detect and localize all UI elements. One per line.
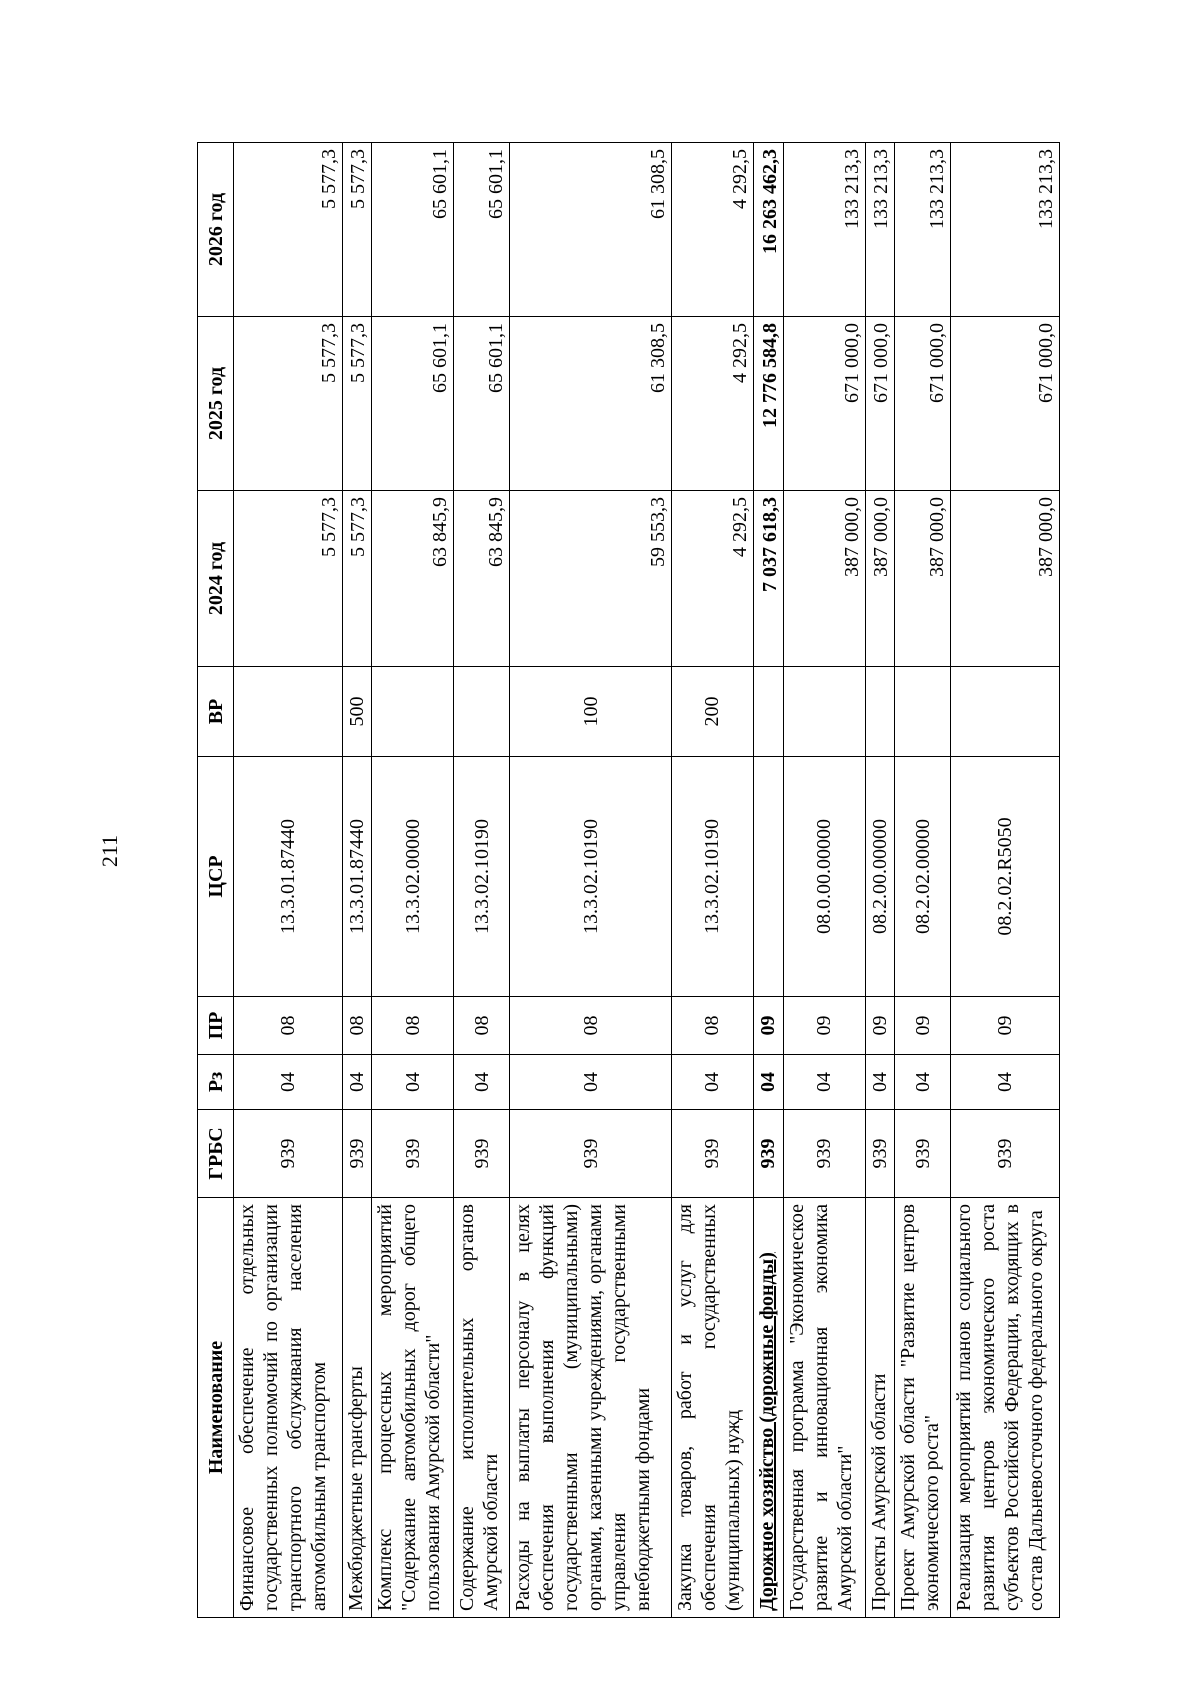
- row-rz: 04: [342, 1055, 372, 1110]
- row-name: Закупка товаров, работ и услуг для обеспечения государственных (муниципальных) нужд: [671, 1198, 753, 1618]
- row-pr: 09: [783, 997, 865, 1055]
- budget-table: [197, 142, 1060, 1618]
- row-vr: [865, 667, 895, 757]
- header-pr: ПР: [198, 997, 234, 1055]
- header-rz: Рз: [198, 1055, 234, 1110]
- row-csr: 08.0.00.00000: [783, 757, 865, 997]
- row-grbs: 939: [510, 1110, 671, 1198]
- row-rz: 04: [454, 1055, 510, 1110]
- row-2025: 12 776 584,8: [753, 317, 783, 491]
- row-rz: 04: [671, 1055, 753, 1110]
- row-2025: 671 000,0: [951, 317, 1060, 491]
- row-2025: 671 000,0: [895, 317, 951, 491]
- row-grbs: 939: [372, 1110, 454, 1198]
- table-row: [671, 143, 753, 1618]
- row-name: Дорожное хозяйство (дорожные фонды): [753, 1198, 783, 1618]
- row-2024: 387 000,0: [783, 491, 865, 667]
- row-vr: [951, 667, 1060, 757]
- table-row: [783, 143, 865, 1618]
- row-pr: 08: [454, 997, 510, 1055]
- row-vr: [454, 667, 510, 757]
- row-2026: 133 213,3: [895, 143, 951, 317]
- row-2026: 61 308,5: [510, 143, 671, 317]
- row-csr: 08.2.02.R5050: [951, 757, 1060, 997]
- row-2024: 387 000,0: [865, 491, 895, 667]
- row-vr: [372, 667, 454, 757]
- header-grbs: ГРБС: [198, 1110, 234, 1198]
- row-2024: 7 037 618,3: [753, 491, 783, 667]
- row-grbs: 939: [671, 1110, 753, 1198]
- table-row: [895, 143, 951, 1618]
- row-grbs: 939: [865, 1110, 895, 1198]
- row-2024: 4 292,5: [671, 491, 753, 667]
- row-grbs: 939: [783, 1110, 865, 1198]
- row-rz: 04: [510, 1055, 671, 1110]
- row-2025: 5 577,3: [234, 317, 343, 491]
- row-csr: 13.3.02.10190: [510, 757, 671, 997]
- table-row: [865, 143, 895, 1618]
- row-csr: [753, 757, 783, 997]
- row-grbs: 939: [342, 1110, 372, 1198]
- row-pr: 09: [865, 997, 895, 1055]
- row-csr: 13.3.02.10190: [671, 757, 753, 997]
- row-name: Комплекс процессных мероприятий "Содержание автомобильных дорог общего пользования Амурской области": [372, 1198, 454, 1618]
- row-pr: 08: [234, 997, 343, 1055]
- row-rz: 04: [895, 1055, 951, 1110]
- row-grbs: 939: [951, 1110, 1060, 1198]
- header-name: Наименование: [198, 1198, 234, 1618]
- row-pr: 09: [753, 997, 783, 1055]
- row-name: Межбюджетные трансферты: [342, 1198, 372, 1618]
- row-rz: 04: [865, 1055, 895, 1110]
- table-row: [510, 143, 671, 1618]
- row-2025: 4 292,5: [671, 317, 753, 491]
- row-vr: [234, 667, 343, 757]
- header-2026: 2026 год: [198, 143, 234, 317]
- row-grbs: 939: [753, 1110, 783, 1198]
- header-vr: ВР: [198, 667, 234, 757]
- row-2024: 59 553,3: [510, 491, 671, 667]
- row-2024: 5 577,3: [234, 491, 343, 667]
- row-grbs: 939: [895, 1110, 951, 1198]
- row-2026: 4 292,5: [671, 143, 753, 317]
- row-grbs: 939: [454, 1110, 510, 1198]
- table-header-row: [198, 143, 234, 1618]
- row-grbs: 939: [234, 1110, 343, 1198]
- row-name: Проект Амурской области "Развитие центров экономического роста": [895, 1198, 951, 1618]
- row-rz: 04: [951, 1055, 1060, 1110]
- row-csr: 13.3.02.00000: [372, 757, 454, 997]
- row-name: Проекты Амурской области: [865, 1198, 895, 1618]
- row-rz: 04: [753, 1055, 783, 1110]
- row-2025: 5 577,3: [342, 317, 372, 491]
- row-2026: 65 601,1: [454, 143, 510, 317]
- row-2024: 63 845,9: [454, 491, 510, 667]
- row-vr: [753, 667, 783, 757]
- row-rz: 04: [783, 1055, 865, 1110]
- header-2025: 2025 год: [198, 317, 234, 491]
- page-number: 211: [97, 834, 122, 868]
- table-row: [234, 143, 343, 1618]
- row-csr: 08.2.02.00000: [895, 757, 951, 997]
- table-row: [372, 143, 454, 1618]
- row-name: Финансовое обеспечение отдельных государственных полномочий по организации транспортного обслуживания населения автомобильным транспортом: [234, 1198, 343, 1618]
- row-rz: 04: [234, 1055, 343, 1110]
- row-2024: 5 577,3: [342, 491, 372, 667]
- table-row: [454, 143, 510, 1618]
- row-rz: 04: [372, 1055, 454, 1110]
- row-2025: 65 601,1: [454, 317, 510, 491]
- row-2024: 387 000,0: [895, 491, 951, 667]
- row-pr: 08: [342, 997, 372, 1055]
- row-2026: 16 263 462,3: [753, 143, 783, 317]
- row-csr: 13.3.01.87440: [342, 757, 372, 997]
- row-vr: 500: [342, 667, 372, 757]
- row-name: Содержание исполнительных органов Амурской области: [454, 1198, 510, 1618]
- row-2024: 63 845,9: [372, 491, 454, 667]
- row-csr: 08.2.00.00000: [865, 757, 895, 997]
- row-pr: 08: [372, 997, 454, 1055]
- table-row: [951, 143, 1060, 1618]
- row-2025: 671 000,0: [865, 317, 895, 491]
- row-2026: 65 601,1: [372, 143, 454, 317]
- row-name: Государственная программа "Экономическое развитие и инновационная экономика Амурской области": [783, 1198, 865, 1618]
- row-2025: 61 308,5: [510, 317, 671, 491]
- row-csr: 13.3.01.87440: [234, 757, 343, 997]
- row-name: Реализация мероприятий планов социального развития центров экономического роста субъектов Российской Федерации, входящих в состав Дальневосточного федерального округа: [951, 1198, 1060, 1618]
- row-pr: 09: [895, 997, 951, 1055]
- row-2024: 387 000,0: [951, 491, 1060, 667]
- row-vr: 100: [510, 667, 671, 757]
- row-2026: 133 213,3: [865, 143, 895, 317]
- row-name: Расходы на выплаты персоналу в целях обеспечения выполнения функций государственными (муниципальными) органами, казенными учреждениями, органами управления государственными внебюджетными фондами: [510, 1198, 671, 1618]
- header-csr: ЦСР: [198, 757, 234, 997]
- row-2025: 671 000,0: [783, 317, 865, 491]
- table-row: [342, 143, 372, 1618]
- row-2026: 133 213,3: [951, 143, 1060, 317]
- row-vr: [895, 667, 951, 757]
- row-2026: 5 577,3: [234, 143, 343, 317]
- row-csr: 13.3.02.10190: [454, 757, 510, 997]
- row-pr: 08: [510, 997, 671, 1055]
- row-2026: 5 577,3: [342, 143, 372, 317]
- row-2025: 65 601,1: [372, 317, 454, 491]
- table-row-section: [753, 143, 783, 1618]
- header-2024: 2024 год: [198, 491, 234, 667]
- row-pr: 09: [951, 997, 1060, 1055]
- row-2026: 133 213,3: [783, 143, 865, 317]
- rotated-table-container: [197, 143, 1060, 1618]
- row-vr: 200: [671, 667, 753, 757]
- row-vr: [783, 667, 865, 757]
- row-pr: 08: [671, 997, 753, 1055]
